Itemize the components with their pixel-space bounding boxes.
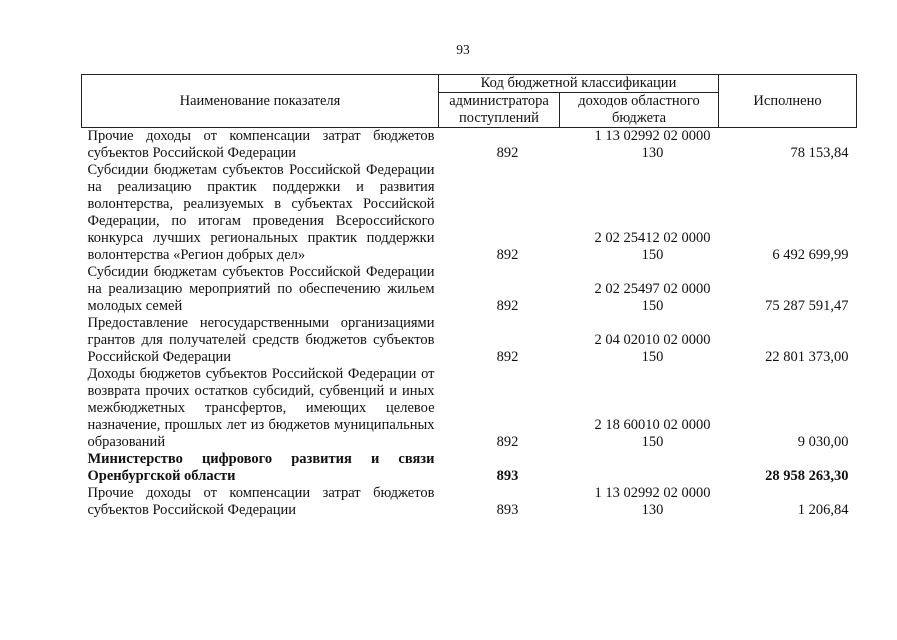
header-administrator: администратора поступлений — [439, 93, 560, 128]
row-amount-cell: 28 958 263,30 — [765, 468, 849, 484]
row-amount-cell: 78 153,84 — [790, 145, 849, 161]
row-income-code-cell — [560, 451, 719, 485]
row-admin-code-cell: 892 — [496, 298, 519, 314]
header-indicator-name: Наименование показателя — [82, 75, 439, 128]
row-amount-cell: 75 287 591,47 — [765, 298, 849, 314]
row-income-code-cell: 2 04 02010 02 0000 150 — [594, 332, 711, 365]
row-admin-code-cell: 892 — [496, 247, 519, 263]
row-name-cell: Субсидии бюджетам субъектов Российской Федерации на реализацию практик поддержки и развития волонтерства, реализуемых в субъектах Российской Федерации, по итогам проведения Всероссийского конкурса лучших региональных практик поддержки волонтерства «Регион добрых дел» — [87, 162, 435, 263]
row-admin-code-cell: 893 — [496, 468, 519, 484]
row-admin-code-cell: 892 — [496, 145, 519, 161]
row-income-code-cell: 2 02 25412 02 0000 150 — [594, 230, 711, 263]
header-budget-code-group: Код бюджетной классификации — [439, 75, 719, 93]
table-row — [82, 128, 857, 163]
row-income-code-cell: 1 13 02992 02 0000 130 — [594, 485, 711, 518]
row-admin-code-cell: 892 — [496, 349, 519, 365]
table-row — [82, 366, 857, 451]
row-admin-code-cell: 892 — [496, 434, 519, 450]
row-income-code-cell: 1 13 02992 02 0000 130 — [594, 128, 711, 161]
header-income-code: доходов областного бюджета — [560, 93, 719, 128]
table-header — [82, 75, 857, 128]
row-amount-cell: 22 801 373,00 — [765, 349, 849, 365]
row-income-code-cell: 2 18 60010 02 0000 150 — [594, 417, 711, 450]
row-name-cell: Прочие доходы от компенсации затрат бюджетов субъектов Российской Федерации — [87, 485, 435, 518]
table-row — [82, 264, 857, 315]
table-body — [82, 128, 857, 520]
table-row — [82, 485, 857, 519]
row-amount-cell: 1 206,84 — [797, 502, 849, 518]
row-name-cell: Прочие доходы от компенсации затрат бюджетов субъектов Российской Федерации — [87, 128, 435, 161]
table-row — [82, 162, 857, 264]
row-income-code-cell: 2 02 25497 02 0000 150 — [594, 281, 711, 314]
table-row — [82, 451, 857, 485]
row-amount-cell: 9 030,00 — [797, 434, 849, 450]
row-name-cell: Министерство цифрового развития и связи Оренбургской области — [87, 451, 435, 484]
page-number: 93 — [456, 42, 470, 57]
row-name-cell: Доходы бюджетов субъектов Российской Федерации от возврата прочих остатков субсидий, субвенций и иных межбюджетных трансфертов, имеющих целевое назначение, прошлых лет из бюджетов муниципальных образований — [87, 366, 435, 450]
table-row — [82, 315, 857, 366]
row-admin-code-cell: 893 — [496, 502, 519, 518]
row-name-cell: Предоставление негосударственными организациями грантов для получателей средств бюджетов субъектов Российской Федерации — [87, 315, 435, 365]
row-amount-cell: 6 492 699,99 — [772, 247, 849, 263]
budget-report-table — [81, 74, 857, 519]
row-name-cell: Субсидии бюджетам субъектов Российской Федерации на реализацию мероприятий по обеспечению жильем молодых семей — [87, 264, 435, 314]
header-executed: Исполнено — [719, 75, 857, 128]
